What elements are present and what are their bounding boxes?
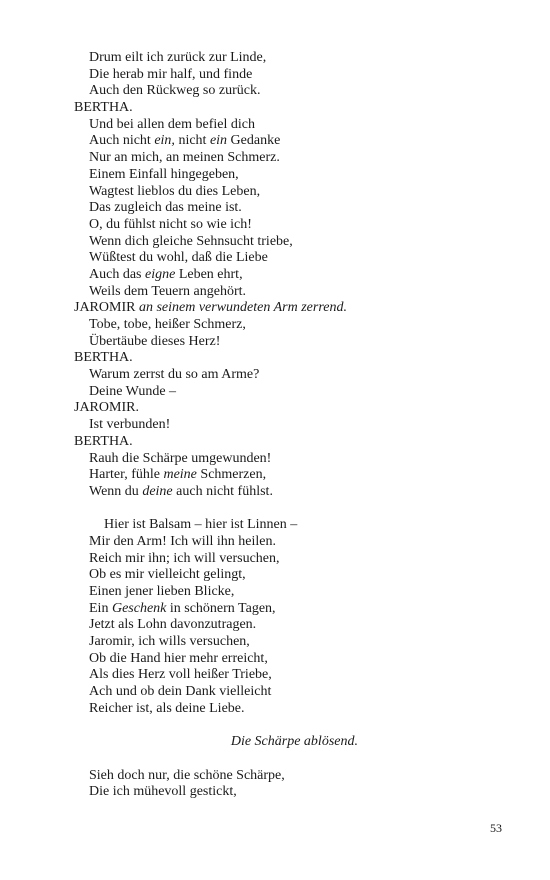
verse-line [74,133,494,150]
verse-line: Jaromir, ich wills versuchen, [89,634,250,650]
verse-line: Ist verbunden! [89,417,171,433]
page-number: 53 [490,821,502,835]
verse-line: Nur an mich, an meinen Schmerz. [89,150,280,166]
stage-direction: Die Schärpe ablösend. [230,734,358,750]
verse-line [74,601,494,618]
text-run: Auch nicht [89,133,155,149]
text-run: Schmerzen, [196,467,267,483]
text-run: Leben ehrt, [175,266,243,282]
emphasis: meine [163,467,197,483]
verse-line: Ob es mir vielleicht gelingt, [89,567,246,583]
verse-line: Deine Wunde – [89,383,177,399]
verse-line: Warum zerrst du so am Arme? [89,367,260,383]
verse-line: Rauh die Schärpe umgewunden! [89,450,272,466]
text-run: Harter, fühle [89,467,164,483]
verse-line: Wagtest lieblos du dies Leben, [89,183,261,199]
verse-line: Tobe, tobe, heißer Schmerz, [89,317,246,332]
emphasis: deine [142,483,173,499]
verse-line: Das zugleich das meine ist. [89,200,242,216]
text-run: Auch das [89,266,145,282]
verse-line: Einen jener lieben Blicke, [89,584,235,599]
verse-line: Ach und ob dein Dank vielleicht [89,684,272,700]
verse-line [74,484,494,501]
stanza-gap [74,751,494,768]
stanza-gap [74,718,494,735]
verse-line: Drum eilt ich zurück zur Linde, [89,50,267,65]
text-run: nicht [174,133,210,149]
text-run: auch nicht fühlst. [172,483,273,499]
stanza-gap [74,501,494,518]
verse-line: Als dies Herz voll heißer Triebe, [89,667,272,683]
verse-line: Reich mir ihn; ich will versuchen, [89,550,280,566]
emphasis: ein [209,133,228,149]
verse-line [74,267,494,284]
emphasis: Geschenk [111,600,167,616]
speaker-name [74,300,494,317]
verse-line: Weils dem Teuern angehört. [89,283,247,299]
emphasis: eigne [145,266,176,282]
verse-line: Einem Einfall hingegeben, [89,166,239,182]
text-run: Wenn du [89,483,143,499]
verse-line: Wenn dich gleiche Sehnsucht triebe, [89,233,293,249]
text-run: Ein [89,600,112,616]
verse-line: Mir den Arm! Ich will ihn heilen. [89,533,277,549]
emphasis: ein, [154,133,175,149]
verse-line: Ob die Hand hier mehr erreicht, [89,650,268,666]
verse-line [74,467,494,484]
verse-line: Wüßtest du wohl, daß die Liebe [89,250,268,266]
play-text [74,50,494,801]
speaker-name: BERTHA. [74,433,133,449]
verse-line: Und bei allen dem befiel dich [89,116,255,132]
text-run: in schönern Tagen, [166,600,276,616]
stage-direction: an seinem verwundeten Arm zerrend. [138,300,347,316]
verse-line: Hier ist Balsam – hier ist Linnen – [104,517,298,533]
verse-line: Jetzt als Lohn davonzutragen. [89,617,257,633]
text-run: Gedanke [227,133,281,149]
speaker-name: JAROMIR. [74,400,139,416]
speaker-name: BERTHA. [74,100,133,116]
verse-line: Die ich mühevoll gestickt, [89,784,237,800]
verse-line: Reicher ist, als deine Liebe. [89,700,245,716]
verse-line: Sieh doch nur, die schöne Schärpe, [89,767,285,783]
verse-line: O, du fühlst nicht so wie ich! [89,216,252,232]
verse-line: Übertäube dieses Herz! [89,333,221,349]
verse-line: Auch den Rückweg so zurück. [89,83,261,99]
speaker-name: BERTHA. [74,350,133,366]
verse-line: Die herab mir half, und finde [89,66,253,82]
speaker-label: JAROMIR [74,300,139,316]
